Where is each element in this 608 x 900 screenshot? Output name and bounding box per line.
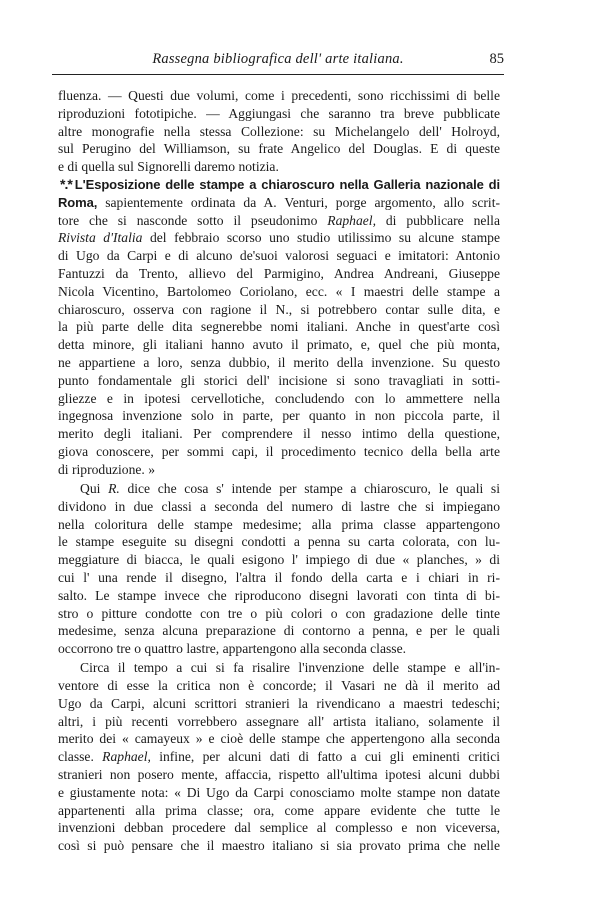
text-line: punto fondamentale gli storici dell' incisione si sono travagliati in sotti- [58, 372, 500, 388]
text-line: le stampe eseguite su disegni condotti a penna su carta colorata, con lu- [58, 534, 500, 550]
paragraph-2 [58, 176, 500, 479]
text-line: così si può pensare che il maestro italiano si sia provato prima che nelle [58, 838, 500, 854]
text-line: di riproduzione. » [58, 461, 156, 477]
text-line: ne appartiene a loro, senza dubbio, il merito della invenzione. Su questo [58, 354, 500, 370]
text-line: chiaroscuro, osserva con ragione il N., si potrebbero contar sulle dita, e [58, 301, 500, 317]
text-line: e giustamente nota: « Di Ugo da Carpi conosciamo molte stampe non datate [58, 784, 500, 800]
article-body [58, 87, 500, 855]
heading-line [58, 176, 500, 194]
text-line: nella coloritura delle stampe medesime; alla prima classe appartengono [58, 516, 500, 532]
text-line: meggiature di biacca, le quali esigono l' impiego di due « planches, » di [58, 552, 500, 568]
paragraph-1 [58, 87, 500, 176]
asterism-icon: *.* [60, 175, 72, 192]
text-line: merito degli italiani. Per comprendere il nesso intimo della questione, [58, 426, 500, 442]
author-initial: R. [108, 480, 120, 496]
text-line: Qui R. dice che cosa s' intende per stampe a chiaroscuro, le quali si [80, 480, 500, 496]
text-line: Nicola Vicentino, Bartolomeo Coriolano, ecc. « I maestri delle stampe a [58, 283, 500, 299]
text-line: medesime, senza alcuna preparazione di contorno a penna, e per le quali [58, 623, 500, 639]
running-header [52, 51, 504, 71]
paragraph-3 [58, 480, 500, 658]
text-line: la più parte delle dita segnerebbe nomi italiani. Anche in quest'arte così [58, 319, 500, 335]
header-rule [52, 74, 504, 75]
text-line: Ugo da Carpi, alcuni scrittori stranieri la rivendicano a maestri tedeschi; [58, 695, 500, 711]
text-line: riproduzioni fototipiche. — Aggiungasi che saranno tra breve pubblicate [58, 105, 500, 121]
text-line: di Ugo da Carpi e di alcuno de'suoi valorosi seguaci e imitatori: Antonio [58, 248, 500, 264]
text-line: ventore di esse la critica non è concorde; il Vasari ne dà il merito ad [58, 678, 500, 694]
running-title: Rassegna bibliografica dell' arte italiana. [152, 51, 404, 67]
text-line: ingegnosa invenzione solo in parte, per quanto in non piccola parte, il [58, 408, 500, 424]
text-line: gliezze e in ipotesi cervellotiche, concludendo con lo ammettere nella [58, 390, 500, 406]
text-line: sul Perugino del Williamson, su frate Angelico del Douglas. E di queste [58, 141, 500, 157]
text-line: fluenza. — Questi due volumi, come i precedenti, sono ricchissimi di belle [58, 88, 500, 103]
text-line: classe. Raphael, infine, per alcuni dati di fatto a cui gli eminenti critici [58, 749, 500, 765]
journal-title: Rivista d'Italia [58, 230, 143, 246]
page-number: 85 [489, 51, 504, 67]
paragraph-4 [58, 659, 500, 855]
text-line: altri, i più recenti vorrebbero assegnare all' artista italiano, solamente il [58, 713, 500, 729]
text-line: cui l' una rende il disegno, l'altra il fondo della carta e i chiari in ri- [58, 569, 500, 585]
section-heading: L'Esposizione delle stampe a chiaroscuro nella Galleria nazionale di [74, 176, 500, 192]
section-heading-end: Roma, [58, 194, 98, 210]
text-line: e di quella sul Signorelli daremo notizia. [58, 159, 279, 175]
text-line: dividono in due classi a seconda del numero di lastre che si impiegano [58, 498, 500, 514]
text-line: detta minore, gli italiani hanno avuto il primato, e, quel che più monta, [58, 337, 500, 353]
text-line: Circa il tempo a cui si fa risalire l'invenzione delle stampe e all'in- [80, 660, 500, 676]
pseudonym: Raphael, [102, 749, 151, 765]
text-line: stro o pitture condotte con tre o più colori o con gradazione delle tinte [58, 605, 500, 621]
text-line: occorrono tre o quattro lastre, appartengono alla seconda classe. [58, 641, 407, 657]
text-line: salto. Le stampe invece che riproducono disegni lavorati con tinta di bi- [58, 587, 500, 603]
text-line: invenzioni debban procedere dal semplice al complesso e non viceversa, [58, 820, 500, 836]
text-line: giova conoscere, per sommi capi, il procedimento tecnico della bella arte [58, 443, 500, 459]
text-line: appartenenti alla prima classe; ora, come appare evidente che tutte le [58, 802, 500, 818]
text-line: stranieri non posero mente, affaccia, rispetto all'ultima ipotesi alcuni dubbi [58, 767, 500, 783]
text-line: merito dei « camayeux » e cioè delle stampe che appertengono alla seconda [58, 731, 500, 747]
text-line: Rivista d'Italia del febbraio scorso uno studio utilissimo su alcune stampe [58, 230, 501, 246]
text-line: altre monografie nella stessa Collezione: su Michelangelo dell' Holroyd, [58, 123, 500, 139]
text-line: Fantuzzi da Trento, allievo del Parmigino, Andrea Andreani, Giuseppe [58, 265, 500, 281]
text-line: tore che si nasconde sotto il pseudonimo Raphael, di pubblicare nella [58, 212, 500, 228]
pseudonym: Raphael, [327, 212, 376, 228]
text-line: Roma, sapientemente ordinata da A. Venturi, porge argomento, allo scrit- [58, 194, 500, 210]
